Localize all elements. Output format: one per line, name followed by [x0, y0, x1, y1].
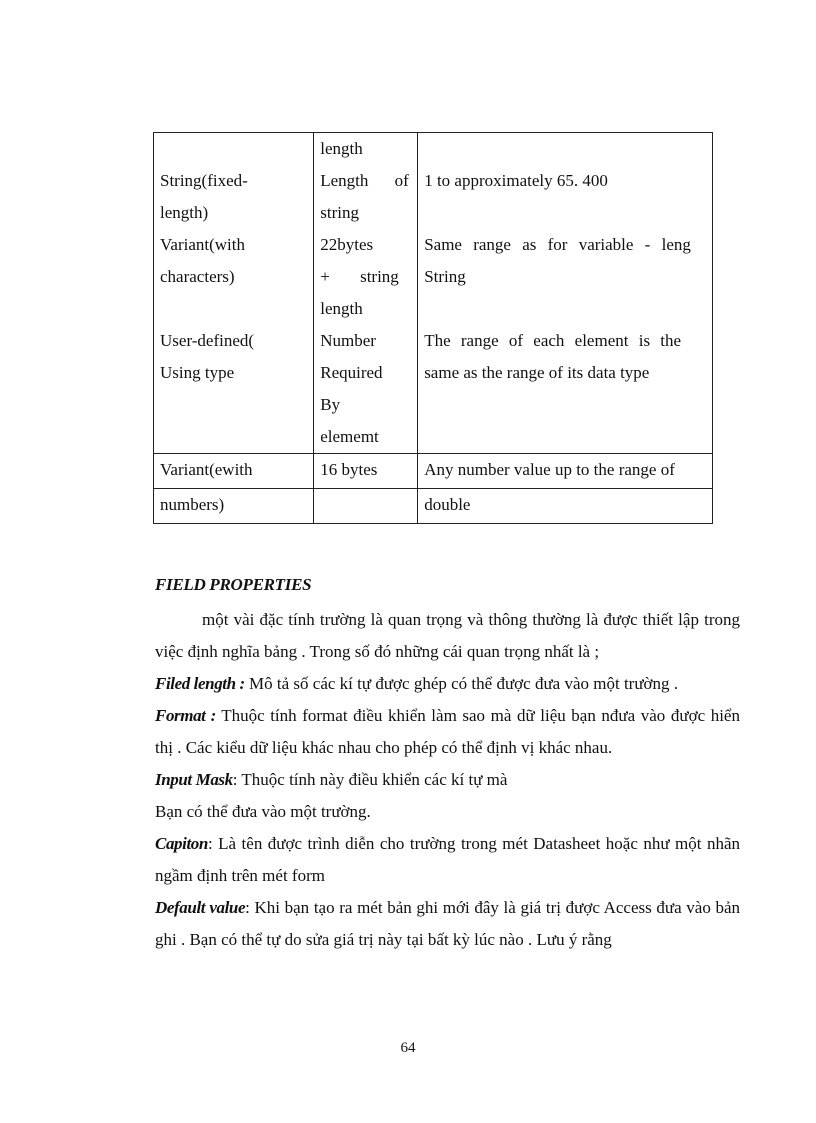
data-type-table [153, 132, 713, 524]
table-cell-storage [314, 489, 418, 524]
property-term: Format : [155, 706, 216, 725]
property-item [155, 796, 740, 828]
table-cell-range: 1 to approximately 65. 400 Same range as for variable - leng String The range of each element is the same as the range of its data type [418, 133, 713, 454]
table-cell-range: double [418, 489, 713, 524]
table-row [154, 489, 713, 524]
intro-paragraph: một vài đặc tính trường là quan trọng và thông thường là được thiết lập trong việc định nghĩa bảng . Trong số đó những cái quan trọng nhất là ; [155, 610, 740, 661]
property-item [155, 892, 740, 956]
property-item [155, 668, 740, 700]
table-row [154, 133, 713, 454]
property-text: : Thuộc tính này điều khiển các kí tự mà [232, 770, 508, 789]
property-text: : Là tên được trình diễn cho trường trong mét Datasheet hoặc như một nhãn ngầm định trên mét form [155, 834, 740, 885]
property-term: Capiton [155, 834, 208, 853]
table-cell-type: Variant(ewith [154, 454, 314, 489]
property-item [155, 828, 740, 892]
property-term: Filed length : [155, 674, 245, 693]
property-text: Thuộc tính format điều khiển làm sao mà dữ liệu bạn nđưa vào được hiển thị . Các kiểu dữ liệu khác nhau cho phép có thể định vị khác nhau. [155, 706, 740, 757]
table-cell-storage: length Length of string 22bytes + string length Number Required By elememt [314, 133, 418, 454]
table-cell-type: String(fixed- length) Variant(with characters) User-defined( Using type [154, 133, 314, 454]
property-text: Mô tả số các kí tự được ghép có thể được đưa vào một trường . [244, 674, 679, 693]
property-term: Input Mask [155, 770, 233, 789]
property-item [155, 700, 740, 764]
table-cell-storage: 16 bytes [314, 454, 418, 489]
property-item [155, 764, 740, 796]
table-cell-type: numbers) [154, 489, 314, 524]
property-text: Bạn có thể đưa vào một trường. [155, 802, 371, 821]
property-term: Default value [155, 898, 246, 917]
page-number: 64 [400, 1040, 416, 1056]
property-text: : Khi bạn tạo ra mét bản ghi mới đây là giá trị được Access đưa vào bản ghi . Bạn có thể tự do sửa giá trị này tại bất kỳ lúc nào . Lưu ý rằng [155, 898, 741, 949]
table-row [154, 454, 713, 489]
section-heading: FIELD PROPERTIES [155, 575, 312, 594]
table-cell-range: Any number value up to the range of [418, 454, 713, 489]
